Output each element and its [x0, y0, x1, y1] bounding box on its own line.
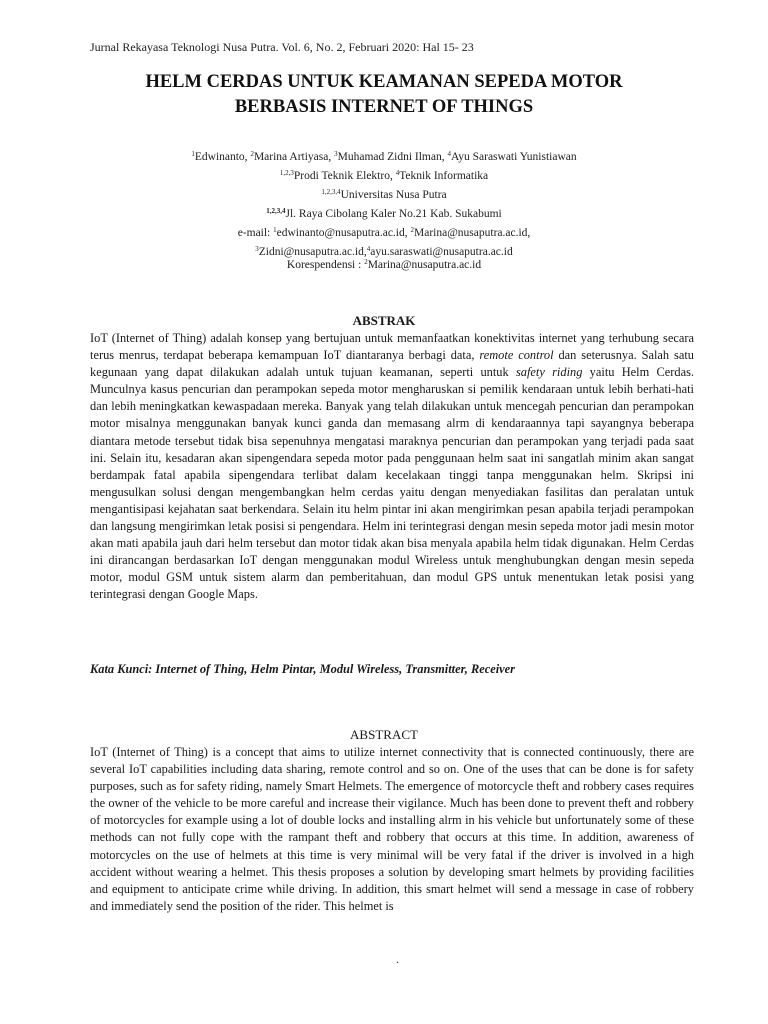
email-line-1: [60, 222, 708, 241]
abstrak-italic: safety riding: [515, 365, 583, 380]
abstrak-paragraph: [90, 330, 694, 604]
email-sup: 3: [255, 245, 259, 253]
correspondence-line: [60, 258, 708, 271]
abstrak-italic: remote control: [479, 348, 554, 363]
abstrak-text: dan seterusnya. Salah satu kegunaan yang dapat dilakukan adalah untuk tujuan keamanan, seperti untuk: [90, 348, 694, 380]
university-line: [60, 184, 708, 203]
author-block: [60, 146, 708, 260]
author-sup: 3: [334, 150, 338, 158]
affil-sup: 1,2,3,4: [321, 188, 341, 196]
correspondence-label: Korespendensi :: [286, 259, 365, 271]
author-sup: 4: [447, 150, 451, 158]
email-address: ayu.saraswati@nusaputra.ac.id: [370, 246, 513, 258]
university-name: Universitas Nusa Putra: [340, 189, 447, 201]
department-line: [60, 165, 708, 184]
keywords: Kata Kunci: Internet of Thing, Helm Pintar, Modul Wireless, Transmitter, Receiver: [90, 662, 515, 676]
running-head: Jurnal Rekayasa Teknologi Nusa Putra. Vol. 6, No. 2, Februari 2020: Hal 15- 23: [90, 40, 474, 54]
affil-sup: 1,2,3: [279, 169, 294, 177]
author-name: Marina Artiyasa,: [253, 151, 335, 163]
title-line-1: HELM CERDAS UNTUK KEAMANAN SEPEDA MOTOR: [145, 72, 623, 92]
author-list: [60, 146, 708, 165]
abstrak-text: IoT (Internet of Thing) adalah konsep yang bertujuan untuk memanfaatkan konektivitas internet yang terhubung secara terus menrus, terdapat beberapa kemampuan IoT diantaranya berbagi data,: [90, 331, 694, 363]
email-sup: 4: [366, 245, 371, 253]
address: Jl. Raya Cibolang Kaler No.21 Kab. Sukabumi: [285, 208, 502, 220]
author-sup: 2: [250, 150, 254, 158]
department-name: Teknik Informatika: [399, 170, 489, 182]
paper-title: [60, 70, 708, 120]
abstract-paragraph: IoT (Internet of Thing) is a concept that aims to utilize internet connectivity that is connected continuously, there are several IoT capabilities including data sharing, remote control and so on. One of the uses that can be done is for safety purposes, such as for safety riding, namely Smart Helmets. The emergence of motorcycle theft and robbery cases requires the owner of the vehicle to be more careful and increase their vigilance. Much has been done to prevent theft and robbery of motorcycles for example using a lot of double locks and installing alrm in his vehicle but unfortunately some of these methods can not fully cope with the rampant theft and robbery that occurs at this time. In addition, awareness of motorcycles on the use of helmets at this time is very minimal will be very fatal if the driver is involved in a high accident without wearing a helmet. This thesis proposes a solution by developing smart helmets by providing facilities and equipment to anticipate crime while driving. In addition, this smart helmet will send a message in case of robbery and immediately send the position of the rider. This helmet is: [90, 745, 694, 913]
author-name: Ayu Saraswati Yunistiawan: [450, 151, 577, 163]
address-line: [60, 203, 708, 222]
title-line-2: BERBASIS INTERNET OF THINGS: [234, 97, 534, 117]
email-address: Zidni@nusaputra.ac.id,: [258, 246, 367, 258]
correspondence-email: Marina@nusaputra.ac.id: [367, 259, 482, 271]
abstrak-text: yaitu Helm Cerdas. Munculnya kasus pencurian dan perampokan sepeda motor mengharuskan si pemilik kendaraan untuk lebih berhati-hati dan lebih meningkatkan kewaspadaan mereka. Banyak yang telah dilakukan untuk mencegah pencurian dan perampokan motor misalnya menggunakan banyak kunci ganda dan memasang alrm di kendaraannya tapi sayangnya beberapa diantara metode tersebut tidak bisa sepenuhnya mengatasi maraknya pencurian dan perampokan yang terjadi pada saat ini. Selain itu, kesadaran akan sipengendara sepeda motor pada penggunaan helm saat ini sangatlah minim akan sangat berdampak fatal apabila sipengendara terlibat dalam kecelakaan tinggi tanpa menggunakan helm. Skripsi ini mengusulkan solusi dengan mengembangkan helm cerdas yaitu dengan menyediakan fasilitas dan peralatan untuk mengantisipasi kejahatan saat berkendara. Selain itu helm pintar ini akan mengirimkan pesan apabila terjadi perampokan dan langsung mengirimkan letak posisi si pengendara. Helm ini terintegrasi dengan mesin sepeda motor jadi mesin motor akan mati apabila jauh dari helm tersebut dan motor tidak akan bisa menyala apabila helm tidak digunakan. Helm Cerdas ini dirancangan berdasarkan IoT dengan menggunakan modul Wireless untuk menghubungkan dengan mesin sepeda motor, modul GSM untuk sistem alarm dan pemberitahuan, dan modul GPS untuk menentukan letak posisi yang terintegrasi dengan Google Maps.: [90, 365, 695, 602]
footer-mark: .: [396, 952, 399, 966]
author-name: Muhamad Zidni Ilman,: [337, 151, 448, 163]
email-label: e-mail:: [237, 227, 274, 239]
abstrak-heading: ABSTRAK: [352, 313, 416, 328]
email-sup: 2: [410, 226, 414, 234]
affil-sup: 1,2,3,4: [266, 207, 286, 215]
author-name: Edwinanto,: [194, 151, 251, 163]
affil-sup: 4: [395, 169, 400, 177]
email-sup: 1: [273, 226, 277, 234]
email-address: Marina@nusaputra.ac.id,: [414, 227, 531, 239]
email-address: edwinanto@nusaputra.ac.id,: [276, 227, 411, 239]
abstract-heading: ABSTRACT: [350, 727, 418, 742]
correspondence-sup: 2: [364, 258, 368, 266]
department-name: Prodi Teknik Elektro,: [293, 170, 396, 182]
author-sup: 1: [191, 150, 195, 158]
